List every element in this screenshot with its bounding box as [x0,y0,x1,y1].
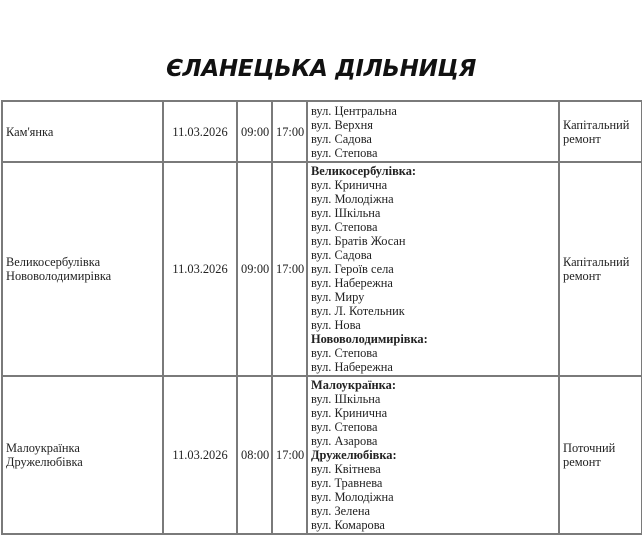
settlement-name: Великосербулівка [6,255,101,269]
settlement-cell [2,101,163,162]
work-type-text: ремонт [563,269,601,283]
street-item: вул. Миру [311,290,365,304]
street-item: вул. Л. Котельник [311,304,405,318]
end-time-cell: 17:00 [272,101,307,162]
street-item: вул. Квітнева [311,462,381,476]
street-item: вул. Зелена [311,504,370,518]
streets-cell [307,101,559,162]
street-item: вул. Героїв села [311,262,394,276]
streets-cell [307,376,559,534]
end-time-cell: 17:00 [272,376,307,534]
date-cell: 11.03.2026 [163,162,237,376]
street-item: вул. Степова [311,420,378,434]
settlement-group-heading: Малоукраїнка: [311,378,396,392]
settlement-name: Кам'янка [6,124,54,139]
street-item: вул. Степова [311,220,378,234]
street-item: вул. Молодіжна [311,490,394,504]
start-time-cell: 09:00 [237,162,272,376]
work-type-text: Капітальний [563,255,630,269]
street-item: вул. Азарова [311,434,378,448]
end-time-cell: 17:00 [272,162,307,376]
outage-schedule-table [1,100,642,535]
work-type-text: ремонт [563,455,601,469]
page-title: ЄЛАНЕЦЬКА ДІЛЬНИЦЯ [165,56,477,82]
street-item: вул. Набережна [311,276,393,290]
street-item: вул. Садова [311,248,372,262]
settlement-group-heading: Дружелюбівка: [311,448,397,462]
table-row [2,162,642,376]
work-type-text: Капітальний [563,117,630,132]
work-type-cell [559,162,642,376]
street-item: вул. Верхня [311,117,373,132]
work-type-cell [559,101,642,162]
settlement-name: Дружелюбівка [6,455,83,469]
street-item: вул. Садова [311,131,372,146]
streets-cell [307,162,559,376]
street-item: вул. Центральна [311,103,397,118]
street-item: вул. Кринична [311,178,388,192]
street-item: вул. Шкільна [311,392,381,406]
settlement-group-heading: Нововолодимирівка: [311,332,428,346]
work-type-text: ремонт [563,131,601,146]
date-cell: 11.03.2026 [163,376,237,534]
settlement-name: Малоукраїнка [6,441,80,455]
street-item: вул. Шкільна [311,206,381,220]
street-item: вул. Комарова [311,518,385,532]
start-time-cell: 09:00 [237,101,272,162]
work-type-cell [559,376,642,534]
table-row [2,376,642,534]
settlement-cell [2,376,163,534]
work-type-text: Поточний [563,441,616,455]
table-row [2,101,642,162]
settlement-name: Нововолодимирівка [6,269,112,283]
street-item: вул. Травнева [311,476,383,490]
street-item: вул. Братів Жосан [311,234,406,248]
street-item: вул. Степова [311,145,378,160]
street-item: вул. Кринична [311,406,388,420]
street-item: вул. Молодіжна [311,192,394,206]
settlement-group-heading: Великосербулівка: [311,164,417,178]
street-item: вул. Нова [311,318,361,332]
date-cell: 11.03.2026 [163,101,237,162]
start-time-cell: 08:00 [237,376,272,534]
street-item: вул. Степова [311,346,378,360]
settlement-cell [2,162,163,376]
street-item: вул. Набережна [311,360,393,374]
